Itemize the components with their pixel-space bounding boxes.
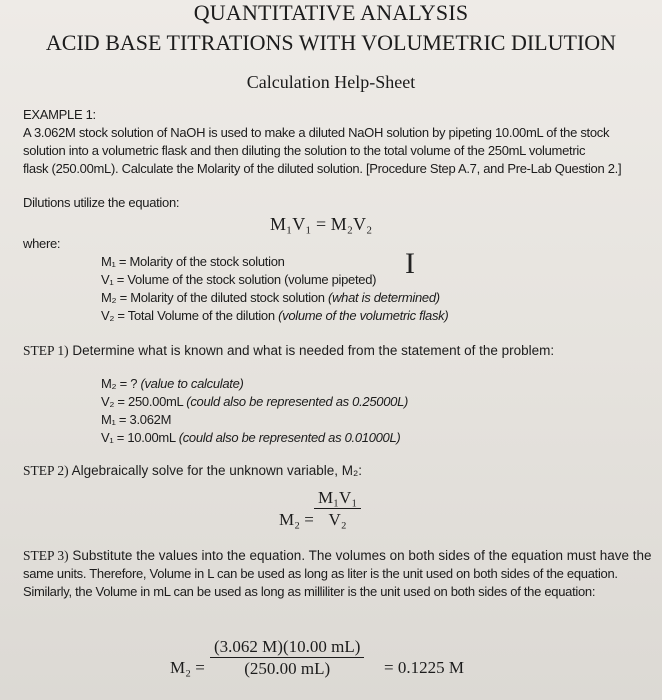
step3-line-3: Similarly, the Volume in mL can be used as long as milliliter is the unit used on both sides of the equation: <box>23 584 596 599</box>
step3-denominator: (250.00 mL) <box>244 659 331 678</box>
step2-heading <box>23 463 362 479</box>
example-label: EXAMPLE 1: <box>23 107 96 122</box>
step1-item-m1 <box>101 412 171 427</box>
step2-fraction <box>314 488 361 530</box>
problem-line-2: solution into a volumetric flask and then diluting the solution to the total volume of the 250mL volumetric <box>23 143 586 158</box>
step3-text-1: Substitute the values into the equation. The volumes on both sides of the equation must have the <box>72 548 652 563</box>
step1-heading <box>23 343 554 359</box>
step1-item-m2-main: M₂ = ? <box>101 376 138 391</box>
step1-item-v2-main: V₂ = 250.00mL <box>101 394 183 409</box>
subtitle: Calculation Help-Sheet <box>246 72 416 92</box>
step1-item-m2-note: (value to calculate) <box>140 376 244 391</box>
step3-fraction <box>210 637 364 679</box>
definition-m1: M₁ = Molarity of the stock solution <box>101 254 285 269</box>
problem-line-3: flask (250.00mL). Calculate the Molarity of the diluted solution. [Procedure Step A.7, and Pre-Lab Question 2.] <box>23 161 622 176</box>
text-cursor-icon: I <box>405 247 415 280</box>
definition-v2-text: V₂ = Total Volume of the dilution <box>101 308 275 323</box>
definition-v1: V₁ = Volume of the stock solution (volume pipeted) <box>101 272 377 287</box>
step3-numerator: (3.062 M)(10.00 mL) <box>210 637 364 658</box>
step2-lhs: M₂ = <box>279 510 314 529</box>
definition-v2-note: (volume of the volumetric flask) <box>278 308 449 323</box>
step1-item-v1-main: V₁ = 10.00mL <box>101 430 176 445</box>
definition-v2 <box>101 308 448 323</box>
title-line-1: QUANTITATIVE ANALYSIS <box>193 0 469 25</box>
step3-line-1 <box>23 548 652 564</box>
definition-m2 <box>101 290 440 305</box>
step2-numerator: M₁V₁ <box>314 488 361 509</box>
step1-item-m2 <box>101 376 244 391</box>
where-label: where: <box>23 236 61 251</box>
step2-text: Algebraically solve for the unknown variable, M₂: <box>71 463 363 478</box>
dilution-equation: M₁V₁ = M₂V₂ <box>270 214 373 234</box>
step3-line-2: same units. Therefore, Volume in L can be used as long as liter is the unit used on both sides of the equation. <box>23 566 618 581</box>
problem-line-1: A 3.062M stock solution of NaOH is used to make a diluted NaOH solution by pipeting 10.00mL of the stock <box>23 125 610 140</box>
step1-item-v2-note: (could also be represented as 0.25000L) <box>186 394 409 409</box>
title-line-2: ACID BASE TITRATIONS WITH VOLUMETRIC DILUTION <box>45 30 617 55</box>
step1-item-v2 <box>101 394 408 409</box>
step3-lhs: M₂ = <box>170 658 205 677</box>
step1-item-v1-note: (could also be represented as 0.01000L) <box>178 430 401 445</box>
step1-item-v1 <box>101 430 400 445</box>
step3-result: = 0.1225 M <box>384 658 464 677</box>
dilution-intro: Dilutions utilize the equation: <box>23 195 180 210</box>
step1-label: STEP 1) <box>23 343 69 358</box>
step1-item-m1-main: M₁ = 3.062M <box>101 412 172 427</box>
step3-label: STEP 3) <box>23 548 69 563</box>
step1-text: Determine what is known and what is needed from the statement of the problem: <box>72 343 555 358</box>
step2-denominator: V₂ <box>328 510 347 529</box>
definition-m2-note: (what is determined) <box>328 290 440 305</box>
definition-m2-text: M₂ = Molarity of the diluted stock solution <box>101 290 325 305</box>
step2-label: STEP 2) <box>23 463 69 478</box>
